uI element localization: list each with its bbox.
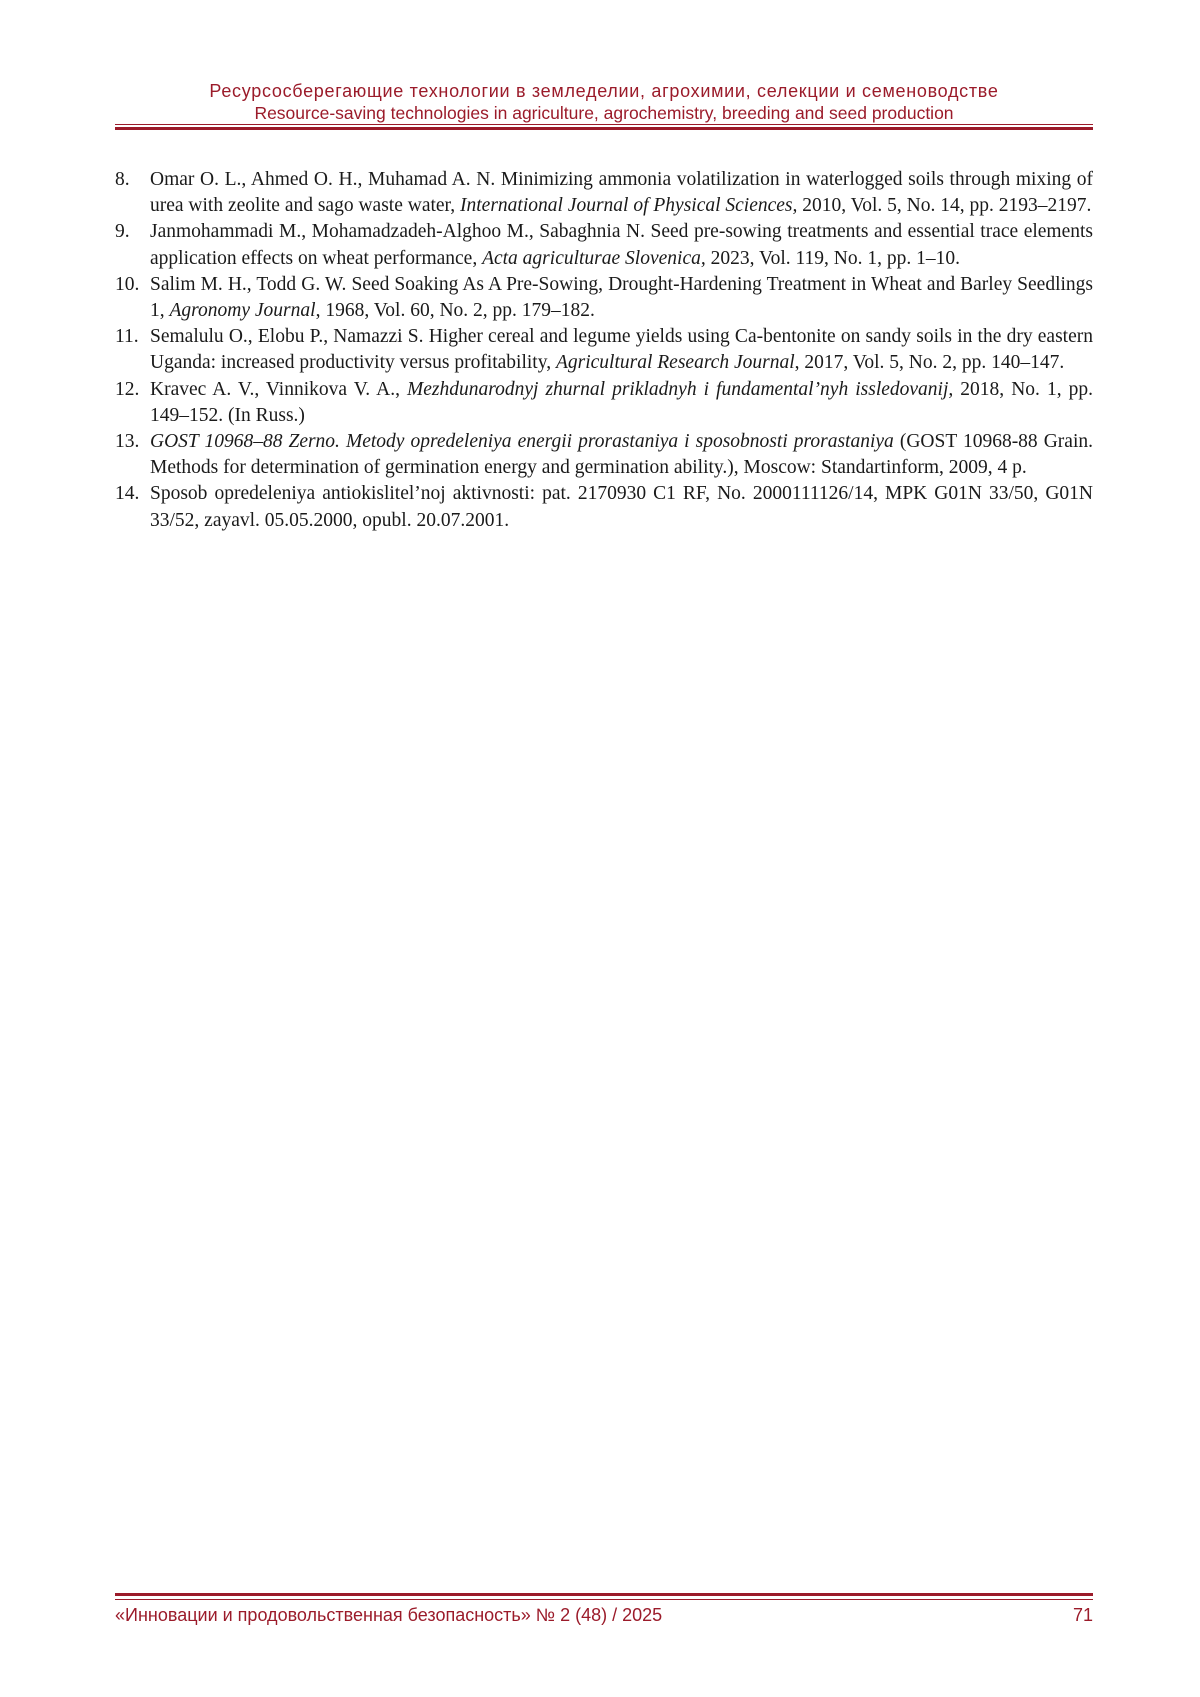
reference-number: 12. bbox=[115, 378, 140, 400]
reference-item-11 bbox=[115, 324, 1093, 376]
reference-item-12 bbox=[115, 377, 1093, 429]
reference-source: Agricultural Research Journal bbox=[555, 352, 795, 374]
reference-details: , 2017, Vol. 5, No. 2, pp. 140–147. bbox=[794, 352, 1065, 374]
reference-source: GOST 10968–88 Zerno. Metody opredeleniya energii prorastaniya i sposobnosti prorastaniya bbox=[150, 431, 894, 453]
reference-text: Sposob opredeleniya antiokislitel’noj aktivnosti: pat. 2170930 C1 RF, No. 2000111126/14, MPK G01N 33/50, G01N 33/52, zayavl. 05.05.2000, opubl. 20.07.2001. bbox=[150, 483, 1093, 531]
reference-text: Semalulu O., Elobu P., Namazzi S. Higher cereal and legume yields using Ca-bentonite on sandy soils in the dry eastern Uganda: increased productivity versus profitability, bbox=[150, 326, 1093, 374]
reference-item-9 bbox=[115, 219, 1093, 271]
header-title-en: Resource-saving technologies in agriculture, agrochemistry, breeding and seed production bbox=[254, 103, 954, 123]
header-rule-thin bbox=[115, 124, 1093, 125]
reference-source: Acta agriculturae Slovenica, bbox=[482, 247, 706, 269]
reference-item-10 bbox=[115, 272, 1093, 324]
reference-list bbox=[115, 167, 1093, 534]
footer-rule-thick bbox=[115, 1593, 1093, 1596]
journal-citation: «Инновации и продовольственная безопасность» № 2 (48) / 2025 bbox=[115, 1605, 663, 1625]
reference-item-13 bbox=[115, 429, 1093, 481]
reference-number: 13. bbox=[115, 431, 140, 453]
reference-details: 2018, No. 1, pp. 149–152. (In Russ.) bbox=[150, 378, 1093, 426]
reference-details: 2010, Vol. 5, No. 14, pp. 2193–2197. bbox=[797, 195, 1092, 217]
running-header bbox=[115, 80, 1093, 124]
reference-number: 11. bbox=[115, 326, 139, 348]
reference-text: Kravec A. V., Vinnikova V. A., bbox=[150, 378, 407, 400]
reference-item-14 bbox=[115, 481, 1093, 533]
header-rule-thick bbox=[115, 127, 1093, 130]
reference-details: 2023, Vol. 119, No. 1, pp. 1–10. bbox=[705, 247, 960, 269]
reference-text: Omar O. L., Ahmed O. H., Muhamad A. N. Minimizing ammonia volatilization in waterlogged soils through mixing of urea with zeolite and sago waste water, bbox=[150, 169, 1093, 217]
reference-details: (GOST 10968-88 Grain. Methods for determination of germination energy and germination ability.), Moscow: Standartinform, 2009, 4 p. bbox=[150, 431, 1093, 479]
reference-number: 14. bbox=[115, 483, 140, 505]
page-number: 71 bbox=[1072, 1605, 1093, 1625]
reference-number: 8. bbox=[115, 169, 130, 190]
reference-text: Janmohammadi M., Mohamadzadeh-Alghoo M., Sabaghnia N. Seed pre-sowing treatments and essential trace elements application effects on wheat performance, bbox=[150, 221, 1093, 269]
reference-source: Mezhdunarodnyj zhurnal prikladnyh i fundamental’nyh issledovanij, bbox=[407, 378, 954, 400]
reference-item-8 bbox=[115, 167, 1093, 219]
reference-source: International Journal of Physical Sciences, bbox=[460, 195, 798, 217]
reference-number: 10. bbox=[115, 273, 140, 295]
reference-text: Salim M. H., Todd G. W. Seed Soaking As A Pre-Sowing, Drought-Hardening Treatment in Wheat and Barley Seedlings 1, bbox=[150, 273, 1093, 322]
footer-rule-thin bbox=[115, 1599, 1093, 1600]
header-title-ru: Ресурсосберегающие технологии в земледелии, агрохимии, селекции и семеноводстве bbox=[209, 81, 999, 101]
reference-number: 9. bbox=[115, 221, 130, 243]
reference-source: Agronomy Journal bbox=[169, 300, 316, 322]
reference-details: , 1968, Vol. 60, No. 2, pp. 179–182. bbox=[315, 300, 595, 322]
